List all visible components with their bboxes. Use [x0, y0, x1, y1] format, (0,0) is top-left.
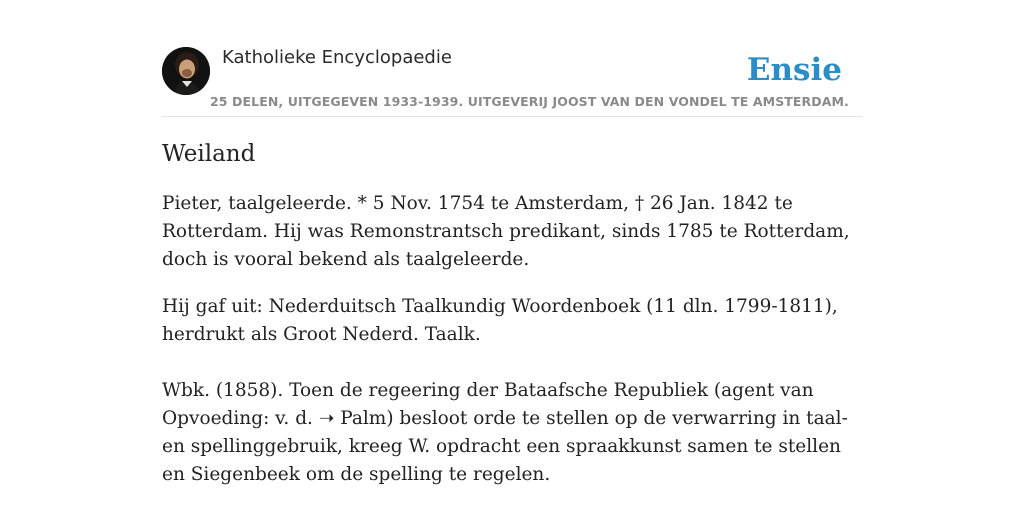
ensie-logo-link[interactable]: Ensie [746, 52, 842, 88]
source-title-link[interactable]: Katholieke Encyclopaedie [222, 47, 452, 68]
source-header [162, 44, 862, 117]
entry-paragraph-2: Hij gaf uit: Nederduitsch Taalkundig Woordenboek (11 dln. 1799-1811), herdrukt als Groot Nederd. Taalk. [162, 296, 838, 345]
palm-reference-link[interactable]: Palm [334, 408, 387, 429]
paragraph-3-text-start: Wbk. (1858). Toen de regeering der Bataafsche Republiek (agent van Opvoeding: v. d. [162, 380, 814, 429]
entry-content [162, 138, 862, 508]
portrait-image [162, 47, 210, 95]
entry-paragraph-3 [162, 377, 862, 489]
arrow-right-icon: ➝ [318, 408, 335, 429]
portrait-avatar-icon[interactable] [162, 47, 210, 95]
entry-paragraph-1: Pieter, taalgeleerde. * 5 Nov. 1754 te Amsterdam, † 26 Jan. 1842 te Rotterdam. Hij was Remonstrantsch predikant, sinds 1785 te Rotterdam, doch is vooral bekend als taalgeleerde. [162, 193, 850, 270]
source-subtitle: 25 DELEN, UITGEGEVEN 1933-1939. UITGEVERIJ JOOST VAN DEN VONDEL TE AMSTERDAM. [210, 94, 849, 109]
entry-title: Weiland [162, 141, 256, 167]
paragraph-3-text-end: ) besloot orde te stellen op de verwarring in taal- en spellinggebruik, kreeg W. opdracht een spraakkunst samen te stellen en Siegenbeek om de spelling te regelen. [162, 408, 848, 485]
